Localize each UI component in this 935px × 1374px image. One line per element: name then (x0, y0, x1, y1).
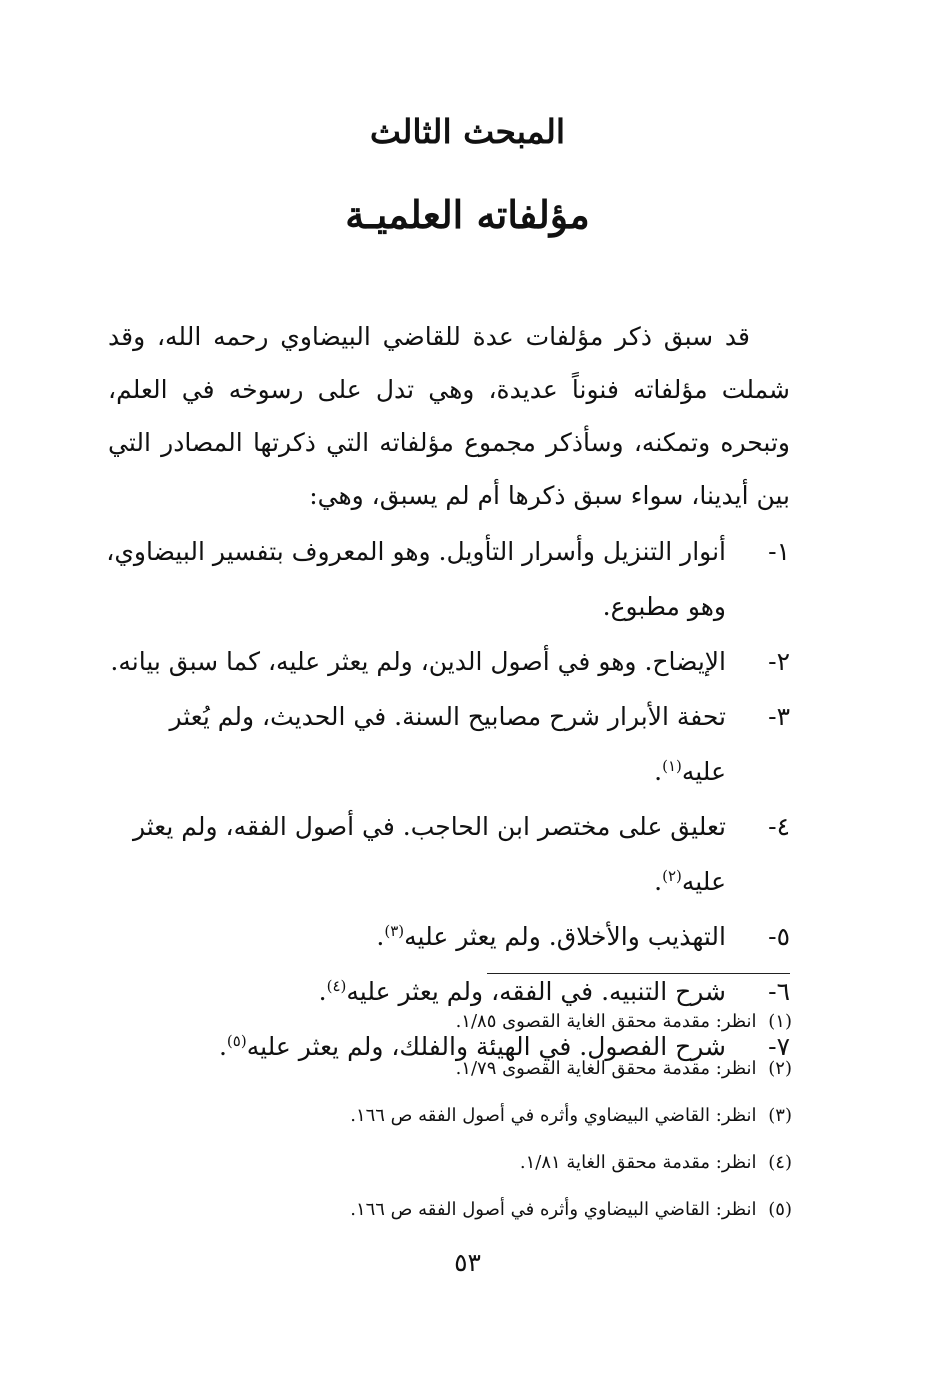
work-number: ١- (768, 537, 790, 566)
works-list (100, 524, 790, 1074)
period: . (376, 922, 385, 951)
footnote-ref[interactable]: (٣) (384, 922, 405, 940)
footnote (200, 998, 792, 1045)
footnote-text: انظر: مقدمة محقق الغاية ١/٨١. (519, 1152, 757, 1173)
footnote-text: انظر: مقدمة محقق الغاية القصوى ١/٧٩. (455, 1058, 757, 1079)
footnote (200, 1139, 792, 1186)
period: . (318, 977, 327, 1006)
work-number: ٥- (768, 922, 790, 951)
work-title: الإيضاح. وهو في أصول الدين، ولم يعثر عليه، كما سبق بيانه. (110, 647, 726, 676)
footnote-number: (٤) (768, 1152, 792, 1173)
work-number: ٧- (768, 1032, 790, 1061)
work-title: التهذيب والأخلاق. ولم يعثر عليه (404, 922, 726, 951)
period: . (218, 1032, 227, 1061)
period: . (654, 867, 663, 896)
footnote (200, 1092, 792, 1139)
work-title: تحفة الأبرار شرح مصابيح السنة. في الحديث، ولم يُعثر عليه (169, 702, 726, 786)
page-number: ٥٣ (454, 1248, 481, 1277)
work-number: ٤- (768, 812, 790, 841)
footnote-number: (١) (768, 1011, 792, 1032)
work-text (100, 799, 726, 909)
work-text (100, 689, 726, 799)
footnote-text: انظر: القاضي البيضاوي وأثره في أصول الفقه ص ١٦٦. (350, 1105, 757, 1126)
footnote-divider (487, 973, 790, 974)
intro-text: قد سبق ذكر مؤلفات عدة للقاضي البيضاوي رحمه الله، وقد شملت مؤلفاته فنوناً عديدة، وهي تدل على رسوخه في العلم، وتبحره وتمكنه، وسأذكر مجموع مؤلفاته التي ذكرتها المصادر التي بين أيدينا، سواء سبق ذكرها أم لم يسبق، وهي: (108, 322, 790, 510)
chapter-title: مؤلفاته العلميـة (345, 192, 590, 237)
section-title: المبحث الثالث (369, 112, 566, 151)
work-number: ٦- (768, 977, 790, 1006)
footnote-text: انظر: مقدمة محقق الغاية القصوى ١/٨٥. (455, 1011, 757, 1032)
footnote-ref[interactable]: (٤) (326, 977, 347, 995)
intro-paragraph (108, 310, 790, 522)
work-number: ٢- (768, 647, 790, 676)
footnote-number: (٢) (768, 1058, 792, 1079)
work-item (100, 909, 790, 964)
period: . (654, 757, 663, 786)
footnote (200, 1186, 792, 1233)
work-number: ٣- (768, 702, 790, 731)
work-item (100, 689, 790, 799)
footnote-number: (٣) (768, 1105, 792, 1126)
work-item (100, 799, 790, 909)
footnote-ref[interactable]: (٥) (226, 1032, 247, 1050)
work-text (100, 524, 726, 634)
footnotes-list (200, 998, 792, 1233)
work-title: أنوار التنزيل وأسرار التأويل. وهو المعروف بتفسير البيضاوي، وهو مطبوع. (106, 537, 726, 621)
footnote-number: (٥) (768, 1199, 792, 1220)
work-item (100, 524, 790, 634)
work-text (100, 634, 726, 689)
work-title: تعليق على مختصر ابن الحاجب. في أصول الفقه، ولم يعثر عليه (132, 812, 726, 896)
work-text (100, 909, 726, 964)
work-title: شرح التنبيه. في الفقه، ولم يعثر عليه (346, 977, 726, 1006)
footnote (200, 1045, 792, 1092)
footnote-ref[interactable]: (١) (662, 757, 682, 775)
work-title: شرح الفصول. في الهيئة والفلك، ولم يعثر عليه (246, 1032, 726, 1061)
work-item (100, 634, 790, 689)
footnote-text: انظر: القاضي البيضاوي وأثره في أصول الفقه ص ١٦٦. (350, 1199, 757, 1220)
footnote-ref[interactable]: (٢) (662, 867, 682, 885)
